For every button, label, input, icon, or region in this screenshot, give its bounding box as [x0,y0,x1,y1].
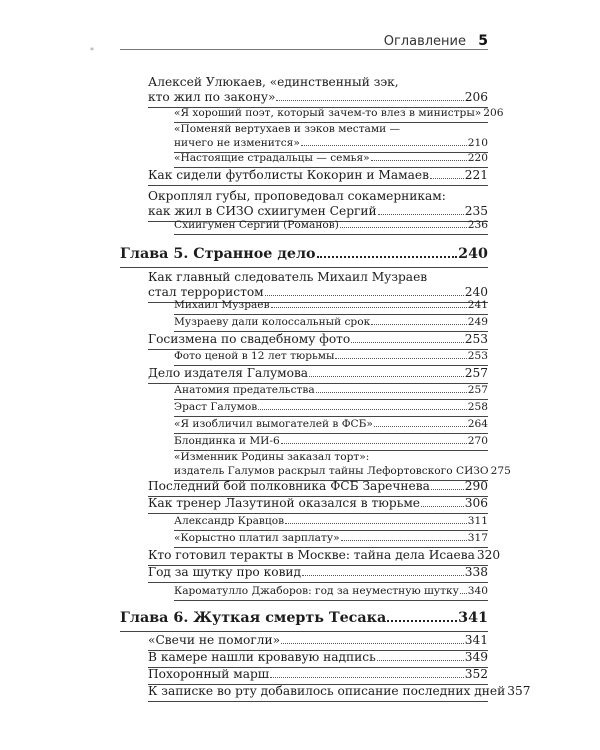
dot-leader [302,574,464,576]
toc-entry[interactable] [120,332,488,347]
entry-page-number: 221 [464,168,488,182]
toc-subentry[interactable] [120,298,488,312]
entry-page-number: 258 [467,401,488,413]
entry-title: Кто готовил теракты в Москве: тайна дела Исаева [148,548,475,562]
dot-leader [430,177,464,179]
page-number: 5 [478,33,488,49]
toc-subentry[interactable] [120,400,488,414]
entry-page-number: 235 [464,204,488,218]
entry-title: «Я изобличил вымогателей в ФСБ» [174,418,373,430]
entry-page-number: 264 [467,418,488,430]
entry-page-number: 306 [464,496,488,510]
entry-title: Глава 5. Странное дело [120,246,316,262]
toc-entry[interactable] [120,667,488,682]
entry-title: «Изменник Родины заказал торт»: [174,451,370,463]
entry-page-number: 275 [490,465,511,477]
toc-subentry[interactable] [120,584,488,598]
toc-subentry[interactable] [120,315,488,329]
dot-leader [377,659,464,661]
entry-underline [120,631,488,632]
entry-underline [174,600,488,601]
entry-title: Как тренер Лазутиной оказался в тюрьме [148,496,421,510]
entry-underline [174,234,488,235]
entry-title: «Я хороший поэт, который зачем-то влез в министры» [174,107,482,119]
entry-title: Госизмена по свадебному фото [148,332,351,346]
entry-title: стал террористом [148,285,264,299]
toc-subentry[interactable] [120,434,488,448]
entry-page-number: 220 [467,152,488,164]
dot-leader [258,408,467,410]
dot-leader [281,642,464,644]
entry-title: Последний бой полковника ФСБ Заречнева [148,479,430,493]
toc-chapter[interactable] [120,245,488,263]
entry-page-number: 257 [464,366,488,380]
entry-page-number: 236 [467,219,488,231]
toc-entry[interactable] [120,633,488,648]
dot-leader [421,505,464,507]
dot-leader [374,425,467,427]
entry-title: Кароматулло Джаборов: год за неуместную шутку [174,585,459,597]
entry-underline [148,185,488,186]
entry-title: ничего не изменится» [174,137,300,149]
dot-leader [340,226,467,228]
entry-page-number: 290 [464,479,488,493]
entry-title: К записке во рту добавилось описание последних дней [148,684,506,698]
entry-page-number: 357 [507,684,531,698]
entry-page-number: 253 [464,332,488,346]
entry-page-number: 352 [464,667,488,681]
entry-title: «Свечи не помогли» [148,633,281,647]
entry-title: Схиигумен Сергий (Романов) [174,219,339,231]
entry-page-number: 206 [483,107,504,119]
entry-title: как жил в СИЗО схиигумен Сергий [148,204,377,218]
dot-leader [271,306,467,308]
toc-subentry[interactable] [120,218,488,232]
header-rule [120,49,488,50]
entry-title: Александр Кравцов [174,515,285,527]
entry-title: Похоронный марш [148,667,270,681]
dot-leader [316,391,467,393]
entry-title: Дело издателя Галумова [148,366,309,380]
entry-underline [148,701,488,702]
entry-title: Эраст Галумов [174,401,258,413]
toc-entry[interactable] [120,168,488,183]
entry-underline [148,582,488,583]
entry-title: кто жил по закону» [148,90,276,104]
toc-subentry[interactable] [120,514,488,528]
entry-page-number: 241 [467,299,488,311]
toc-subentry[interactable] [120,383,488,397]
toc-entry[interactable] [120,684,531,699]
dot-leader [351,341,463,343]
entry-title: «Поменяй вертухаев и зэков местами — [174,123,401,135]
entry-title: Музраеву дали колоссальный срок [174,316,371,328]
dot-leader [265,294,464,296]
toc-subentry[interactable] [120,151,488,165]
toc-entry[interactable] [120,189,488,219]
entry-page-number: 210 [467,137,488,149]
entry-title: Анатомия предательства [174,384,315,396]
entry-title: Алексей Улюкаев, «единственный зэк, [148,75,399,89]
entry-title: Год за шутку про ковид [148,565,302,579]
toc-subentry[interactable] [120,106,504,120]
toc-entry[interactable] [120,366,488,381]
entry-page-number: 317 [467,532,488,544]
entry-page-number: 240 [458,246,488,262]
toc-entry[interactable] [120,270,488,300]
dot-leader [301,144,467,146]
entry-page-number: 257 [467,384,488,396]
entry-title: Блондинка и МИ-6 [174,435,280,447]
entry-title: Михаил Музраев [174,299,270,311]
toc-subentry[interactable] [120,417,488,431]
entry-title: Как сидели футболисты Кокорин и Мамаев [148,168,429,182]
toc-subentry[interactable] [120,531,488,545]
entry-page-number: 341 [464,633,488,647]
toc-entry[interactable] [120,650,488,665]
entry-page-number: 338 [464,565,488,579]
dot-leader [371,323,467,325]
entry-title: В камере нашли кровавую надпись [148,650,376,664]
entry-title: Глава 6. Жуткая смерть Тесака [120,610,387,626]
entry-page-number: 249 [467,316,488,328]
dot-leader [431,488,464,490]
section-title: Оглавление [383,34,466,49]
dot-leader [460,592,467,594]
dot-leader [378,213,464,215]
toc-subentry[interactable] [120,450,511,478]
dot-leader [335,357,466,359]
entry-title: Окроплял губы, проповедовал сокамерникам: [148,189,446,203]
dot-leader [309,375,464,377]
toc-subentry[interactable] [120,349,488,363]
dot-leader [270,676,464,678]
entry-page-number: 206 [464,90,488,104]
entry-title: Фото ценой в 12 лет тюрьмы [174,350,335,362]
entry-page-number: 253 [467,350,488,362]
dot-leader [276,99,463,101]
entry-underline [120,267,488,268]
dot-leader [281,442,467,444]
dot-leader [285,522,467,524]
corner-mark: * [90,46,94,55]
entry-title: Как главный следователь Михаил Музраев [148,270,428,284]
toc-chapter[interactable] [120,609,488,627]
toc-entry[interactable] [120,479,488,494]
entry-page-number: 341 [458,610,488,626]
entry-page-number: 311 [467,515,488,527]
entry-page-number: 320 [476,548,501,562]
entry-title: издатель Галумов раскрыл тайны Лефортовского СИЗО [174,465,489,477]
entry-title: «Настоящие страдальцы — семья» [174,152,370,164]
dot-leader [371,159,467,161]
dot-leader [317,255,458,258]
entry-page-number: 349 [464,650,488,664]
toc-entry[interactable] [120,496,488,511]
entry-page-number: 340 [467,585,488,597]
dot-leader [387,619,457,622]
toc-entry[interactable] [120,548,501,563]
entry-page-number: 240 [464,285,488,299]
entry-page-number: 270 [467,435,488,447]
toc-subentry[interactable] [120,122,488,150]
toc-entry[interactable] [120,75,488,105]
entry-title: «Корыстно платил зарплату» [174,532,340,544]
dot-leader [341,539,467,541]
toc-entry[interactable] [120,565,488,580]
running-header [120,0,488,50]
